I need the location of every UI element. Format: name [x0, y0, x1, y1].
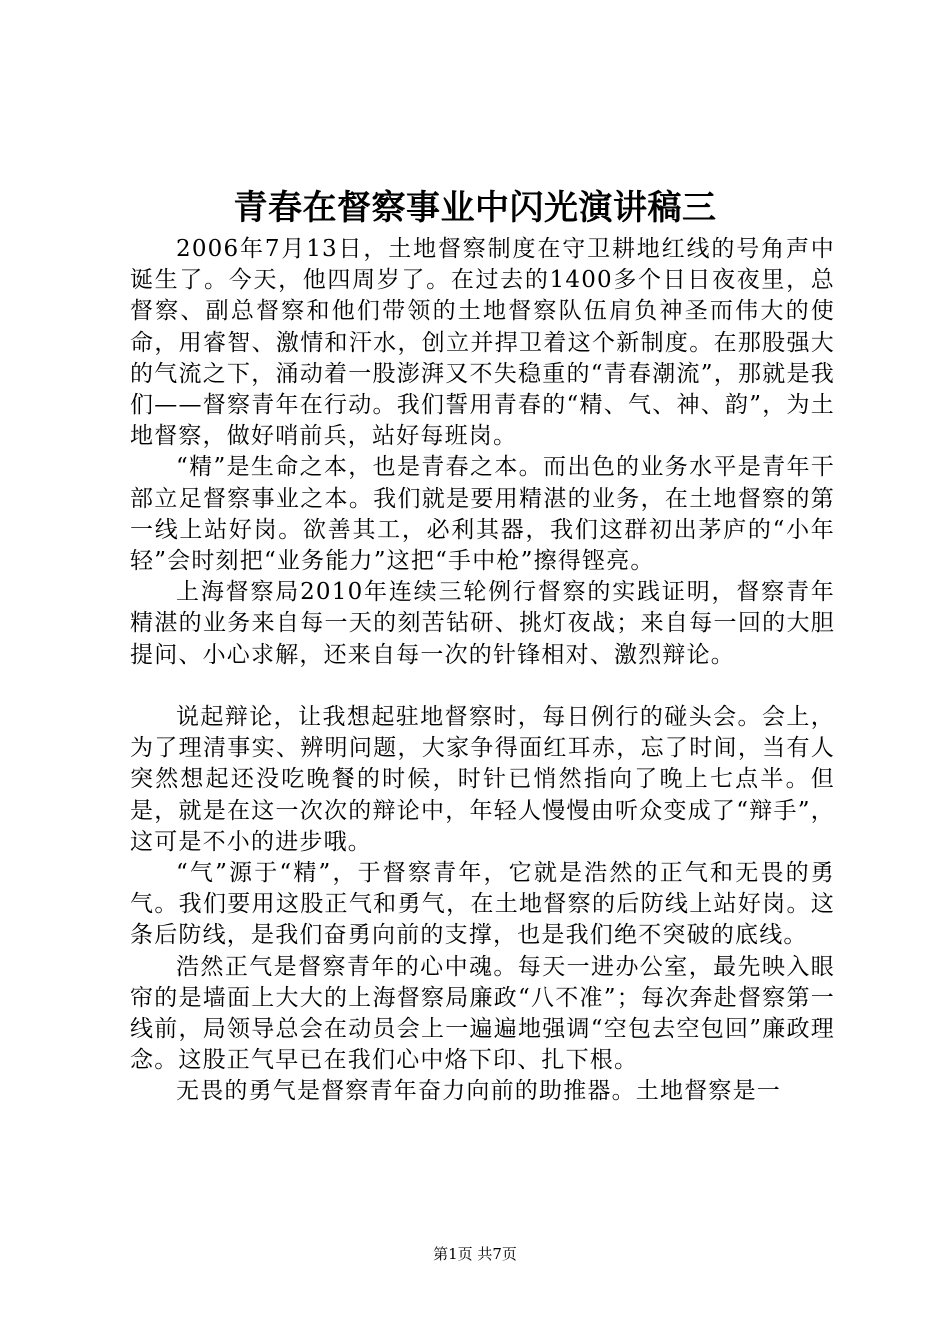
paragraph-2: “精”是生命之本，也是青春之本。而出色的业务水平是青年干部立足督察事业之本。我们就是要用精湛的业务，在土地督察的第一线上站好岗。欲善其工，必利其器，我们这群初出茅庐的“小年轻”会时刻把“业务能力”这把“手中枪”擦得铿亮。 — [130, 454, 835, 575]
document-title: 青春在督察事业中闪光演讲稿三 — [233, 188, 717, 228]
paragraph-3: 上海督察局2010年连续三轮例行督察的实践证明，督察青年精湛的业务来自每一天的刻苦钻研、挑灯夜战；来自每一回的大胆提问、小心求解，还来自每一次的针锋相对、激烈辩论。 — [130, 579, 835, 668]
document-body — [130, 234, 835, 1108]
paragraph-1: 2006年7月13日，土地督察制度在守卫耕地红线的号角声中诞生了。今天，他四周岁了。在过去的1400多个日日夜夜里，总督察、副总督察和他们带领的土地督察队伍肩负神圣而伟大的使命，用睿智、激情和汗水，创立并捍卫着这个新制度。在那股强大的气流之下，涌动着一股澎湃又不失稳重的“青春潮流”，那就是我们——督察青年在行动。我们誓用青春的“精、气、神、韵”，为土地督察，做好哨前兵，站好每班岗。 — [130, 236, 835, 450]
paragraph-5: “气”源于“精”，于督察青年，它就是浩然的正气和无畏的勇气。我们要用这股正气和勇气，在土地督察的后防线上站好岗。这条后防线，是我们奋勇向前的支撑，也是我们绝不突破的底线。 — [130, 860, 835, 949]
page-number-footer: 第1页 共7页 — [433, 1245, 517, 1263]
paragraph-7: 无畏的勇气是督察青年奋力向前的助推器。土地督察是一 — [176, 1078, 781, 1105]
paragraph-4: 说起辩论，让我想起驻地督察时，每日例行的碰头会。会上，为了理清事实、辨明问题，大家争得面红耳赤，忘了时间，当有人突然想起还没吃晚餐的时候，时针已悄然指向了晚上七点半。但是，就是在这一次次的辩论中，年轻人慢慢由听众变成了“辩手”，这可是不小的进步哦。 — [130, 704, 835, 855]
paragraph-6: 浩然正气是督察青年的心中魂。每天一进办公室，最先映入眼帘的是墙面上大大的上海督察局廉政“八不准”；每次奔赴督察第一线前，局领导总会在动员会上一遍遍地强调“空包去空包回”廉政理念。这股正气早已在我们心中烙下印、扎下根。 — [130, 953, 835, 1074]
